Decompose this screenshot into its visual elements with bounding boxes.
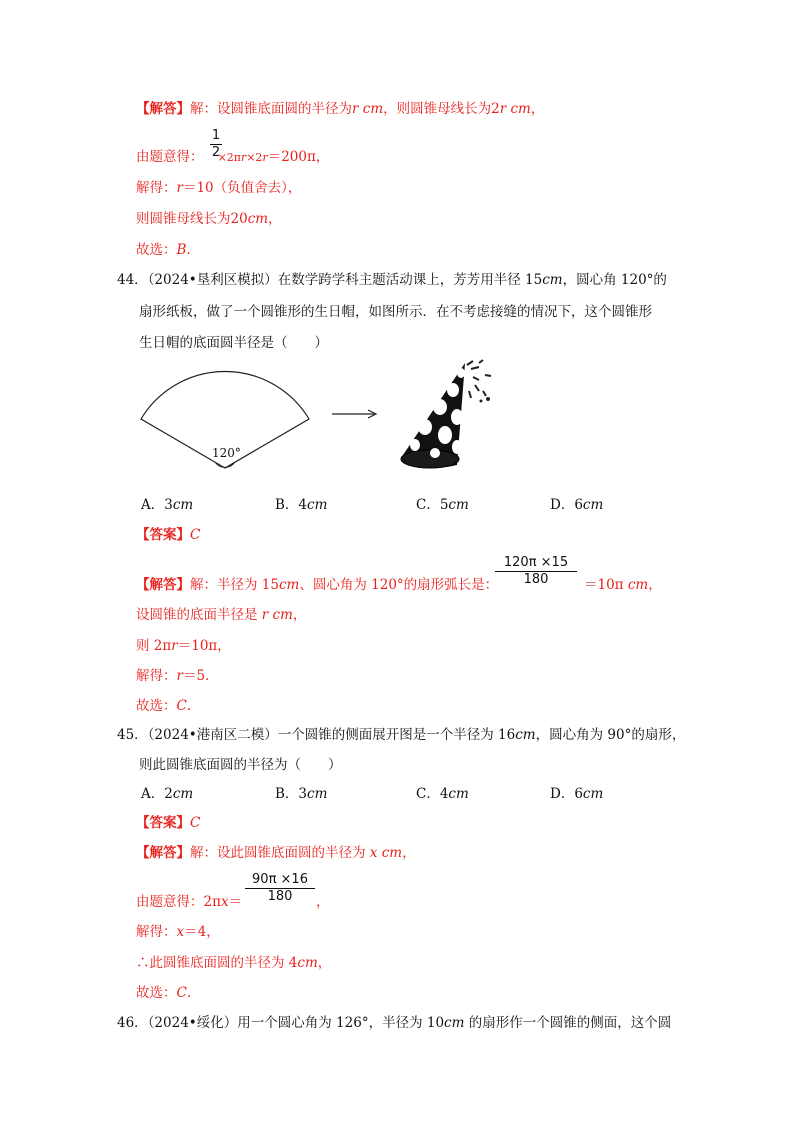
q45-option-c[interactable]: C．4cm	[416, 786, 469, 802]
q43-solution-line2: 由题意得： ×2πr×2r＝200π，	[136, 149, 330, 165]
q45-fraction: 90π ×16 180	[245, 872, 315, 905]
q45-answer: 【答案】C	[136, 815, 201, 831]
q44-option-a[interactable]: A．3cm	[141, 497, 194, 513]
arrow-icon	[330, 407, 380, 421]
q43-solution-line4: 则圆锥母线长为20cm，	[136, 211, 282, 227]
q45-solution-line5: 故选：C.	[136, 985, 192, 1001]
solution-tag: 【解答】	[136, 101, 190, 117]
q45-question-line2: 则此圆锥底面圆的半径为（ ）	[139, 757, 342, 773]
q44-option-d[interactable]: D．6cm	[550, 497, 604, 513]
q43-solution-line1: 【解答】解：设圆锥底面圆的半径为r cm，则圆锥母线长为2r cm，	[136, 101, 545, 117]
q45-solution-line3: 解得：x＝4，	[136, 924, 220, 940]
q45-solution-line2: 由题意得：2πx＝	[136, 894, 243, 910]
q46-question-line1: 46．（2024•绥化）用一个圆心角为 126°，半径为 10cm 的扇形作一个圆锥的侧面，这个圆	[117, 1015, 672, 1031]
q44-solution-line1-tail: ＝10π cm，	[584, 577, 662, 593]
q44-question-line1: 44．（2024•垦利区模拟）在数学跨学科主题活动课上，芳芳用半径 15cm，圆心角 120°的	[117, 272, 667, 288]
q43-solution-line3: 解得：r＝10（负值舍去），	[136, 180, 302, 196]
q44-solution-line1: 【解答】解：半径为 15cm、圆心角为 120°的扇形弧长是：	[136, 577, 499, 593]
q45-option-b[interactable]: B．3cm	[275, 786, 328, 802]
q44-answer: 【答案】C	[136, 527, 201, 543]
q44-option-c[interactable]: C．5cm	[416, 497, 469, 513]
q44-option-b[interactable]: B．4cm	[275, 497, 328, 513]
q45-solution-line1: 【解答】解：设此圆锥底面圆的半径为 x cm，	[136, 845, 416, 861]
q43-fraction-half: 1 2	[211, 128, 221, 160]
question-number: 44．	[117, 272, 148, 288]
q44-solution-line2: 设圆锥的底面半径是 r cm，	[136, 607, 307, 623]
q45-option-d[interactable]: D．6cm	[550, 786, 604, 802]
q45-solution-line2-tail: ，	[316, 894, 330, 910]
q43-solution-line5: 故选：B.	[136, 242, 191, 258]
q44-question-line2: 扇形纸板，做了一个圆锥形的生日帽，如图所示．在不考虑接缝的情况下，这个圆锥形	[139, 304, 652, 320]
q45-question-line1: 45．（2024•港南区二模）一个圆锥的侧面展开图是一个半径为 16cm，圆心角为 90°的扇形，	[117, 727, 686, 743]
question-number: 45．	[117, 727, 148, 743]
q44-fraction: 120π ×15 180	[495, 555, 577, 588]
party-hat-image	[395, 355, 507, 480]
q44-solution-line4: 解得：r＝5．	[136, 668, 219, 684]
q44-solution-line3: 则 2πr＝10π，	[136, 638, 231, 654]
q44-solution-line5: 故选：C.	[136, 698, 192, 714]
q45-option-a[interactable]: A．2cm	[141, 786, 194, 802]
question-number: 46．	[117, 1015, 148, 1031]
q45-solution-line4: ∴此圆锥底面圆的半径为 4cm，	[136, 955, 332, 971]
q44-question-line3: 生日帽的底面圆半径是（ ）	[139, 335, 328, 351]
sector-angle-label: 120°	[212, 446, 241, 460]
